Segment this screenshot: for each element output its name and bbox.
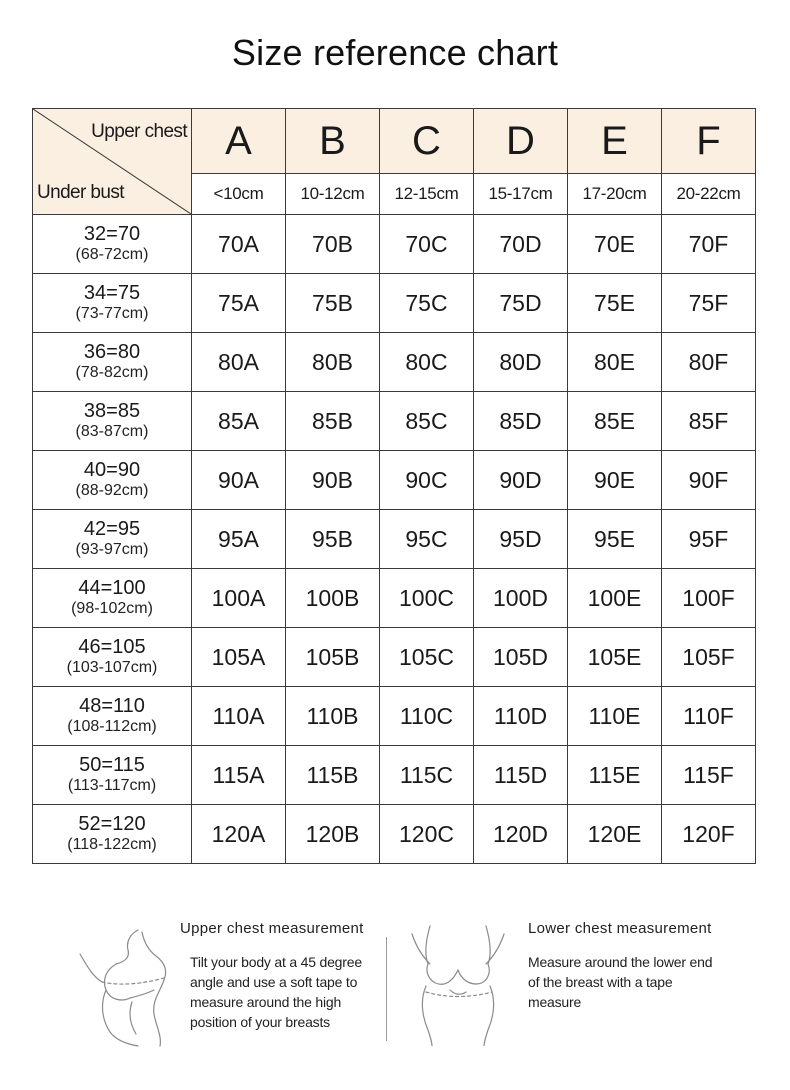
- bra-size-cell: 120D: [474, 805, 568, 864]
- bra-size-cell: 85A: [192, 392, 286, 451]
- under-bust-size-cell: [33, 274, 192, 333]
- lower-desc-line: Measure around the lower end: [528, 954, 713, 970]
- under-bust-size-cell: [33, 510, 192, 569]
- bra-size-cell: 90C: [380, 451, 474, 510]
- upper-measurement-description: [190, 952, 362, 1032]
- range-header-d: 15-17cm: [474, 174, 568, 215]
- cup-header-a: A: [192, 109, 286, 174]
- under-bust-size: 52=120: [78, 813, 146, 836]
- under-bust-range: (103-107cm): [66, 659, 158, 677]
- under-bust-size: 34=75: [83, 282, 141, 305]
- under-bust-size: 40=90: [83, 459, 141, 482]
- lower-chest-figure-illustration: [402, 920, 514, 1046]
- under-bust-size-cell: [33, 746, 192, 805]
- table-row: [33, 805, 756, 864]
- bra-size-cell: 105A: [192, 628, 286, 687]
- bra-size-cell: 70F: [662, 215, 756, 274]
- header-row-cups: [33, 109, 756, 174]
- bra-size-cell: 85E: [568, 392, 662, 451]
- table-row: [33, 628, 756, 687]
- bra-size-cell: 115B: [286, 746, 380, 805]
- bra-size-cell: 70E: [568, 215, 662, 274]
- bra-size-cell: 105D: [474, 628, 568, 687]
- bra-size-cell: 90F: [662, 451, 756, 510]
- under-bust-range: (88-92cm): [75, 482, 149, 500]
- under-bust-range: (83-87cm): [75, 423, 149, 441]
- lower-desc-line: of the breast with a tape: [528, 974, 673, 990]
- under-bust-size: 50=115: [79, 754, 145, 777]
- under-bust-range: (98-102cm): [71, 600, 153, 618]
- table-row: [33, 392, 756, 451]
- range-header-e: 17-20cm: [568, 174, 662, 215]
- bra-size-cell: 110A: [192, 687, 286, 746]
- table-row: [33, 215, 756, 274]
- bra-size-cell: 75D: [474, 274, 568, 333]
- bra-size-cell: 85C: [380, 392, 474, 451]
- under-bust-size: 32=70: [83, 223, 141, 246]
- bra-size-cell: 115E: [568, 746, 662, 805]
- cup-header-b: B: [286, 109, 380, 174]
- bra-size-cell: 90E: [568, 451, 662, 510]
- bra-size-cell: 95D: [474, 510, 568, 569]
- under-bust-range: (73-77cm): [75, 305, 149, 323]
- bra-size-cell: 100C: [380, 569, 474, 628]
- bra-size-cell: 85D: [474, 392, 568, 451]
- bra-size-cell: 80E: [568, 333, 662, 392]
- upper-chest-label: Upper chest: [91, 121, 187, 142]
- bra-size-cell: 75A: [192, 274, 286, 333]
- upper-desc-line: measure around the high: [190, 994, 342, 1010]
- under-bust-size-cell: [33, 333, 192, 392]
- upper-desc-line: Tilt your body at a 45 degree: [190, 954, 362, 970]
- bra-size-cell: 95E: [568, 510, 662, 569]
- under-bust-size: 44=100: [78, 577, 146, 600]
- bra-size-cell: 95F: [662, 510, 756, 569]
- cup-header-d: D: [474, 109, 568, 174]
- under-bust-size: 46=105: [78, 636, 146, 659]
- bra-size-cell: 120E: [568, 805, 662, 864]
- cup-header-e: E: [568, 109, 662, 174]
- table-row: [33, 569, 756, 628]
- under-bust-range: (118-122cm): [67, 836, 157, 854]
- bra-size-cell: 85F: [662, 392, 756, 451]
- under-bust-size: 42=95: [83, 518, 141, 541]
- under-bust-size-cell: [33, 392, 192, 451]
- bra-size-cell: 90A: [192, 451, 286, 510]
- bra-size-cell: 90D: [474, 451, 568, 510]
- bra-size-cell: 100B: [286, 569, 380, 628]
- lower-desc-line: measure: [528, 994, 582, 1010]
- under-bust-size-cell: [33, 805, 192, 864]
- under-bust-size-cell: [33, 569, 192, 628]
- bra-size-cell: 90B: [286, 451, 380, 510]
- under-bust-range: (93-97cm): [75, 541, 149, 559]
- range-header-f: 20-22cm: [662, 174, 756, 215]
- under-bust-size-cell: [33, 215, 192, 274]
- table-row: [33, 510, 756, 569]
- under-bust-size-cell: [33, 687, 192, 746]
- bra-size-cell: 80F: [662, 333, 756, 392]
- under-bust-range: (68-72cm): [75, 246, 149, 264]
- bra-size-cell: 70C: [380, 215, 474, 274]
- under-bust-size: 48=110: [79, 695, 145, 718]
- bra-size-cell: 95C: [380, 510, 474, 569]
- table-row: [33, 333, 756, 392]
- cup-header-f: F: [662, 109, 756, 174]
- bra-size-cell: 75F: [662, 274, 756, 333]
- bra-size-cell: 75E: [568, 274, 662, 333]
- upper-measurement-title: Upper chest measurement: [180, 920, 364, 937]
- bra-size-cell: 80A: [192, 333, 286, 392]
- under-bust-size-cell: [33, 628, 192, 687]
- upper-desc-line: position of your breasts: [190, 1014, 330, 1030]
- bra-size-cell: 105F: [662, 628, 756, 687]
- range-header-b: 10-12cm: [286, 174, 380, 215]
- bra-size-cell: 110E: [568, 687, 662, 746]
- bra-size-cell: 115C: [380, 746, 474, 805]
- lower-measurement-description: [528, 952, 712, 1012]
- page-title: Size reference chart: [231, 32, 559, 73]
- bra-size-cell: 110F: [662, 687, 756, 746]
- under-bust-range: (78-82cm): [75, 364, 149, 382]
- bra-size-cell: 120C: [380, 805, 474, 864]
- bra-size-cell: 120A: [192, 805, 286, 864]
- bra-size-cell: 120B: [286, 805, 380, 864]
- bra-size-cell: 80B: [286, 333, 380, 392]
- under-bust-size: 36=80: [83, 341, 141, 364]
- bra-size-cell: 115A: [192, 746, 286, 805]
- under-bust-size-cell: [33, 451, 192, 510]
- bra-size-cell: 100A: [192, 569, 286, 628]
- bra-size-cell: 105C: [380, 628, 474, 687]
- bra-size-cell: 70B: [286, 215, 380, 274]
- bra-size-cell: 105E: [568, 628, 662, 687]
- size-table: [32, 108, 756, 864]
- upper-chest-figure-illustration: [72, 924, 184, 1048]
- table-row: [33, 746, 756, 805]
- bra-size-cell: 75B: [286, 274, 380, 333]
- upper-desc-line: angle and use a soft tape to: [190, 974, 358, 990]
- bra-size-cell: 120F: [662, 805, 756, 864]
- bra-size-cell: 100D: [474, 569, 568, 628]
- bra-size-cell: 110B: [286, 687, 380, 746]
- section-divider: [386, 937, 387, 1041]
- bra-size-cell: 85B: [286, 392, 380, 451]
- bra-size-cell: 115F: [662, 746, 756, 805]
- bra-size-cell: 75C: [380, 274, 474, 333]
- table-row: [33, 274, 756, 333]
- under-bust-size: 38=85: [83, 400, 141, 423]
- bra-size-cell: 95B: [286, 510, 380, 569]
- table-row: [33, 451, 756, 510]
- bra-size-cell: 110D: [474, 687, 568, 746]
- under-bust-range: (108-112cm): [67, 718, 157, 736]
- lower-measurement-title: Lower chest measurement: [528, 920, 712, 937]
- table-row: [33, 687, 756, 746]
- range-header-a: <10cm: [192, 174, 286, 215]
- range-header-c: 12-15cm: [380, 174, 474, 215]
- bra-size-cell: 70A: [192, 215, 286, 274]
- under-bust-label: Under bust: [37, 182, 124, 203]
- cup-header-c: C: [380, 109, 474, 174]
- bra-size-cell: 100E: [568, 569, 662, 628]
- bra-size-cell: 80D: [474, 333, 568, 392]
- bra-size-cell: 100F: [662, 569, 756, 628]
- bra-size-cell: 95A: [192, 510, 286, 569]
- bra-size-cell: 80C: [380, 333, 474, 392]
- corner-header: [33, 109, 192, 215]
- under-bust-range: (113-117cm): [67, 777, 157, 795]
- bra-size-cell: 110C: [380, 687, 474, 746]
- bra-size-cell: 105B: [286, 628, 380, 687]
- bra-size-cell: 115D: [474, 746, 568, 805]
- bra-size-cell: 70D: [474, 215, 568, 274]
